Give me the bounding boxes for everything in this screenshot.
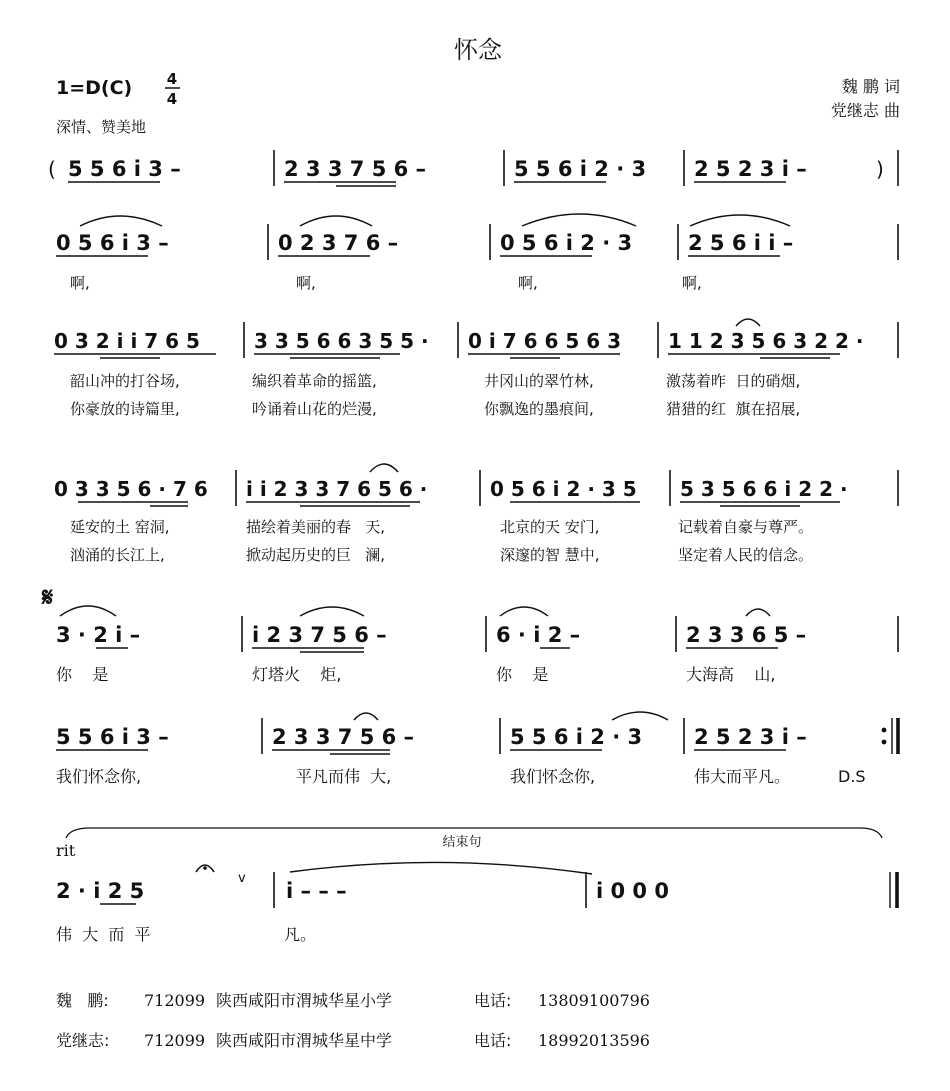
time-signature-top: 4 bbox=[166, 70, 178, 88]
lyric: 灯塔火 炬, bbox=[252, 665, 342, 684]
lyric: 汹涌的长江上, bbox=[70, 546, 165, 564]
lyric: 你豪放的诗篇里, bbox=[70, 400, 180, 418]
lyric: 凡。 bbox=[284, 925, 317, 944]
lyric: 吟诵着山花的烂漫, bbox=[252, 400, 377, 418]
lyric: 大海高 山, bbox=[686, 665, 776, 684]
lyricist-credit: 魏 鹏 词 bbox=[841, 77, 900, 96]
measure: 3 3 5 6 6 3 5 5 · bbox=[254, 329, 429, 353]
lyric: 啊, bbox=[296, 274, 316, 292]
lyric: 啊, bbox=[518, 274, 538, 292]
measure: 5 5 6 i 2 · 3 bbox=[514, 157, 647, 181]
system-7 bbox=[56, 828, 897, 944]
measure: 2 3 3 7 5 6 – bbox=[272, 725, 415, 749]
contact-phone-label: 电话: bbox=[474, 991, 512, 1010]
measure: 0 3 2 i i 7 6 5 bbox=[54, 329, 200, 353]
measure: 2 3 3 6 5 – bbox=[686, 623, 807, 647]
close-paren: ) bbox=[876, 157, 884, 181]
measure: 3 · 2 i – bbox=[56, 623, 141, 647]
measure: 0 i 7 6 6 5 6 3 bbox=[468, 329, 622, 353]
lyric: 我们怀念你, bbox=[510, 767, 596, 786]
contact-phone-label: 电话: bbox=[474, 1031, 512, 1050]
measure: 5 3 5 6 6 i 2 2 · bbox=[680, 477, 848, 501]
measure: 0 5 6 i 3 – bbox=[56, 231, 169, 255]
measure: 2 3 3 7 5 6 – bbox=[284, 157, 427, 181]
lyric: 延安的土 窑洞, bbox=[70, 518, 170, 536]
measure: 2 · i 2 5 bbox=[56, 879, 145, 903]
measure: 6 · i 2 – bbox=[496, 623, 581, 647]
system-3 bbox=[54, 319, 898, 418]
lyric: 掀动起历史的巨 澜, bbox=[246, 546, 386, 564]
measure: 0 3 3 5 6 · 7 6 bbox=[54, 477, 208, 501]
system-1 bbox=[48, 150, 898, 186]
phrase-label: 结束句 bbox=[442, 835, 482, 850]
composer-credit: 党继志 曲 bbox=[830, 101, 900, 120]
measure: 5 5 6 i 3 – bbox=[68, 157, 181, 181]
lyric: 激荡着昨 日的硝烟, bbox=[666, 372, 801, 390]
lyric: 你 是 bbox=[496, 665, 549, 684]
lyric: 井冈山的翠竹林, bbox=[484, 372, 594, 390]
lyric: 猎猎的红 旗在招展, bbox=[666, 400, 801, 418]
expression-mark: 深情、赞美地 bbox=[56, 118, 147, 136]
lyric: 记载着自豪与尊严。 bbox=[678, 518, 814, 536]
contact-phone: 18992013596 bbox=[538, 1031, 650, 1050]
dal-segno-mark: D.S bbox=[838, 767, 866, 786]
lyric: 北京的天 安门, bbox=[500, 518, 600, 536]
measure: i – – – bbox=[286, 879, 347, 903]
final-barline bbox=[890, 872, 897, 908]
measure: 5 5 6 i 3 – bbox=[56, 725, 169, 749]
contact-phone: 13809100796 bbox=[538, 991, 650, 1010]
measure: i 2 3 7 5 6 – bbox=[252, 623, 387, 647]
repeat-end-barline bbox=[882, 718, 898, 754]
measure: 2 5 2 3 i – bbox=[694, 725, 807, 749]
open-paren: ( bbox=[48, 157, 56, 181]
lyric: 伟 大 而 平 bbox=[56, 925, 151, 944]
key-signature: 1=D(C) bbox=[56, 77, 133, 99]
contact-address: 陕西咸阳市渭城华星小学 bbox=[216, 991, 393, 1010]
lyric: 啊, bbox=[70, 274, 90, 292]
contact-info bbox=[56, 991, 650, 1050]
lyric: 啊, bbox=[682, 274, 702, 292]
contact-name: 党继志: bbox=[56, 1031, 110, 1050]
lyric: 伟大而平凡。 bbox=[694, 767, 791, 786]
system-6 bbox=[56, 712, 898, 786]
system-2 bbox=[56, 214, 898, 292]
lyric: 韶山冲的打谷场, bbox=[70, 372, 180, 390]
measure: i i 2 3 3 7 6 5 6 · bbox=[246, 477, 428, 501]
contact-name: 魏 鹏: bbox=[56, 991, 109, 1010]
lyric: 坚定着人民的信念。 bbox=[678, 546, 814, 564]
measure: 0 5 6 i 2 · 3 bbox=[500, 231, 633, 255]
measure: 0 5 6 i 2 · 3 5 bbox=[490, 477, 637, 501]
breath-mark: v bbox=[238, 871, 246, 886]
tie-arc bbox=[290, 862, 592, 874]
measure: 2 5 2 3 i – bbox=[694, 157, 807, 181]
time-signature-bottom: 4 bbox=[166, 90, 178, 108]
system-4 bbox=[54, 464, 898, 564]
lyric: 描绘着美丽的春 天, bbox=[246, 518, 386, 536]
fermata-icon bbox=[196, 865, 214, 872]
segno-sign: 𝄋 bbox=[42, 583, 54, 613]
lyric: 我们怀念你, bbox=[56, 767, 142, 786]
contact-postcode: 712099 bbox=[144, 991, 206, 1010]
page-title: 怀念 bbox=[454, 36, 502, 64]
contact-address: 陕西咸阳市渭城华星中学 bbox=[216, 1031, 393, 1050]
ritardando-mark: rit bbox=[56, 841, 76, 860]
lyric: 你 是 bbox=[56, 665, 109, 684]
system-5 bbox=[41, 583, 898, 684]
lyric: 深邃的智 慧中, bbox=[500, 546, 600, 564]
measure: 2 5 6 i i – bbox=[688, 231, 794, 255]
measure: 0 2 3 7 6 – bbox=[278, 231, 399, 255]
measure: 1 1 2 3 5 6 3 2 2 · bbox=[668, 329, 864, 353]
lyric: 你飘逸的墨痕间, bbox=[484, 400, 594, 418]
lyric: 平凡而伟 大, bbox=[296, 767, 392, 786]
measure: i 0 0 0 bbox=[596, 879, 669, 903]
measure: 5 5 6 i 2 · 3 bbox=[510, 725, 643, 749]
lyric: 编织着革命的摇篮, bbox=[252, 372, 377, 390]
contact-postcode: 712099 bbox=[144, 1031, 206, 1050]
